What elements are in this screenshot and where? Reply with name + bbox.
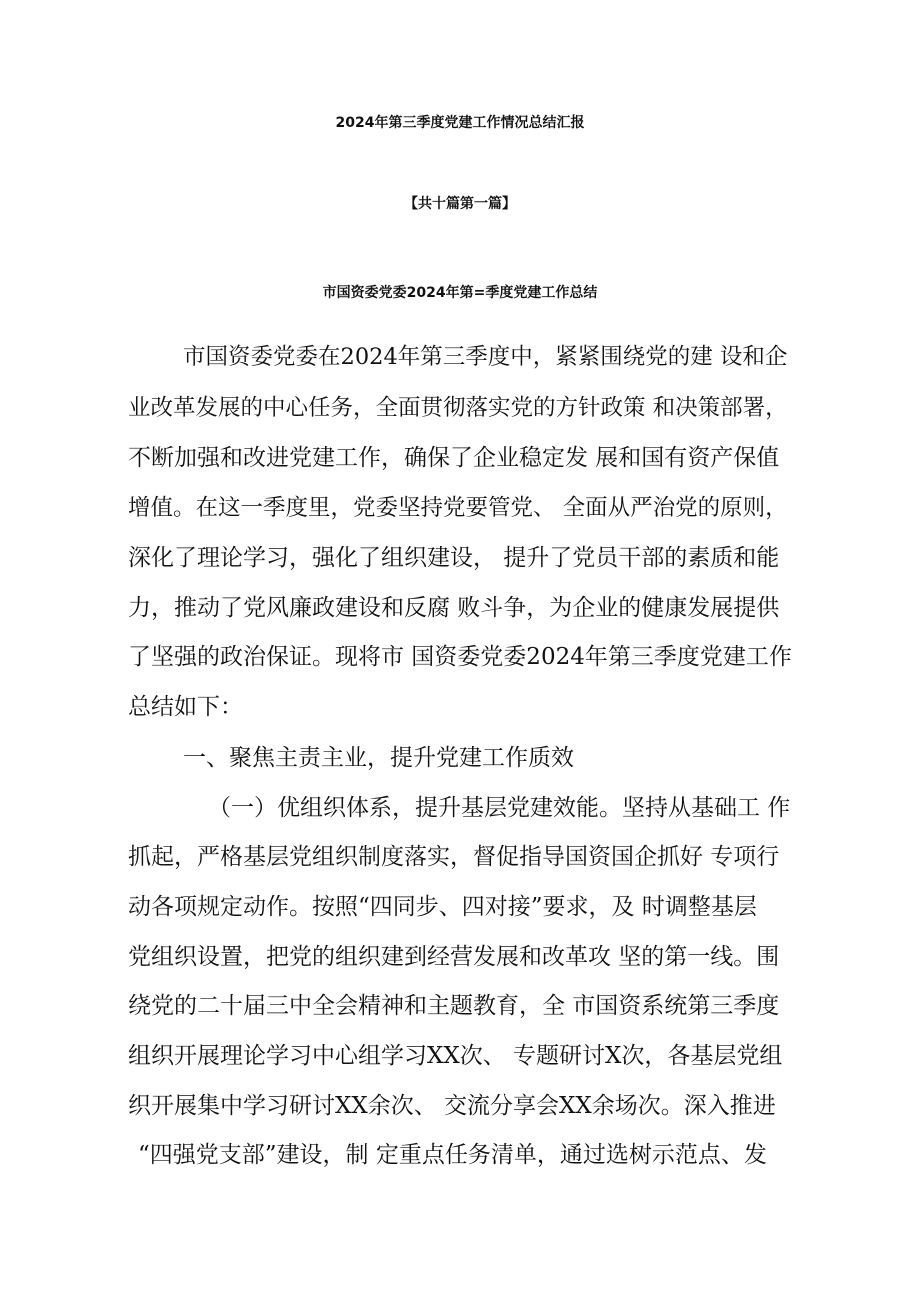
body-line-1: 市国资委党委在2024年第三季度中，紧紧围绕党的建 设和企 [183,344,788,370]
body-line-16: 织开展集中学习研讨XX余次、 交流分享会XX余场次。深入推进 [128,1093,776,1119]
body-line-11: 抓起，严格基层党组织制度落实，督促指导国资国企抓好 专项行 [128,844,780,870]
body-line-3: 不断加强和改进党建工作，确保了企业稳定发 展和国有资产保值 [128,445,780,471]
body-line-6: 力，推动了党风廉政建设和反腐 败斗争，为企业的健康发展提供 [128,595,780,621]
body-line-15: 组织开展理论学习中心组学习XX次、 专题研讨X次，各基层党组 [128,1043,783,1069]
section-heading-1: 一、聚焦主责主业，提升党建工作质效 [183,745,574,771]
body-line-8: 总结如下： [128,694,243,720]
body-line-4: 增值。在这一季度里，党委坚持党要管党、 全面从严治党的原则， [128,495,788,521]
part-label: 【共十篇第一篇】 [404,196,516,212]
subsection-heading-1: （一）优组织体系，提升基层党建效能。坚持从基础工 作 [208,795,791,821]
body-line-13: 党组织设置，把党的组织建到经营发展和改革攻 坚的第一线。围 [128,944,780,970]
document-title: 2024年第三季度党建工作情况总结汇报 [335,115,585,131]
body-line-5: 深化了理论学习，强化了组织建设， 提升了党员干部的素质和能 [128,545,780,571]
body-line-17: “四强党支部”建设，制 定重点任务清单，通过选树示范点、发 [138,1142,767,1168]
body-line-2: 业改革发展的中心任务，全面贯彻落实党的方针政策 和决策部署， [128,395,788,421]
body-line-7: 了坚强的政治保证。现将市 国资委党委2024年第三季度党建工作 [128,644,792,670]
body-line-12: 动各项规定动作。按照“四同步、四对接”要求，及 时调整基层 [128,894,757,920]
body-line-14: 绕党的二十届三中全会精神和主题教育，全 市国资系统第三季度 [128,993,780,1019]
document-subtitle: 市国资委党委2024年第=季度党建工作总结 [322,285,598,301]
